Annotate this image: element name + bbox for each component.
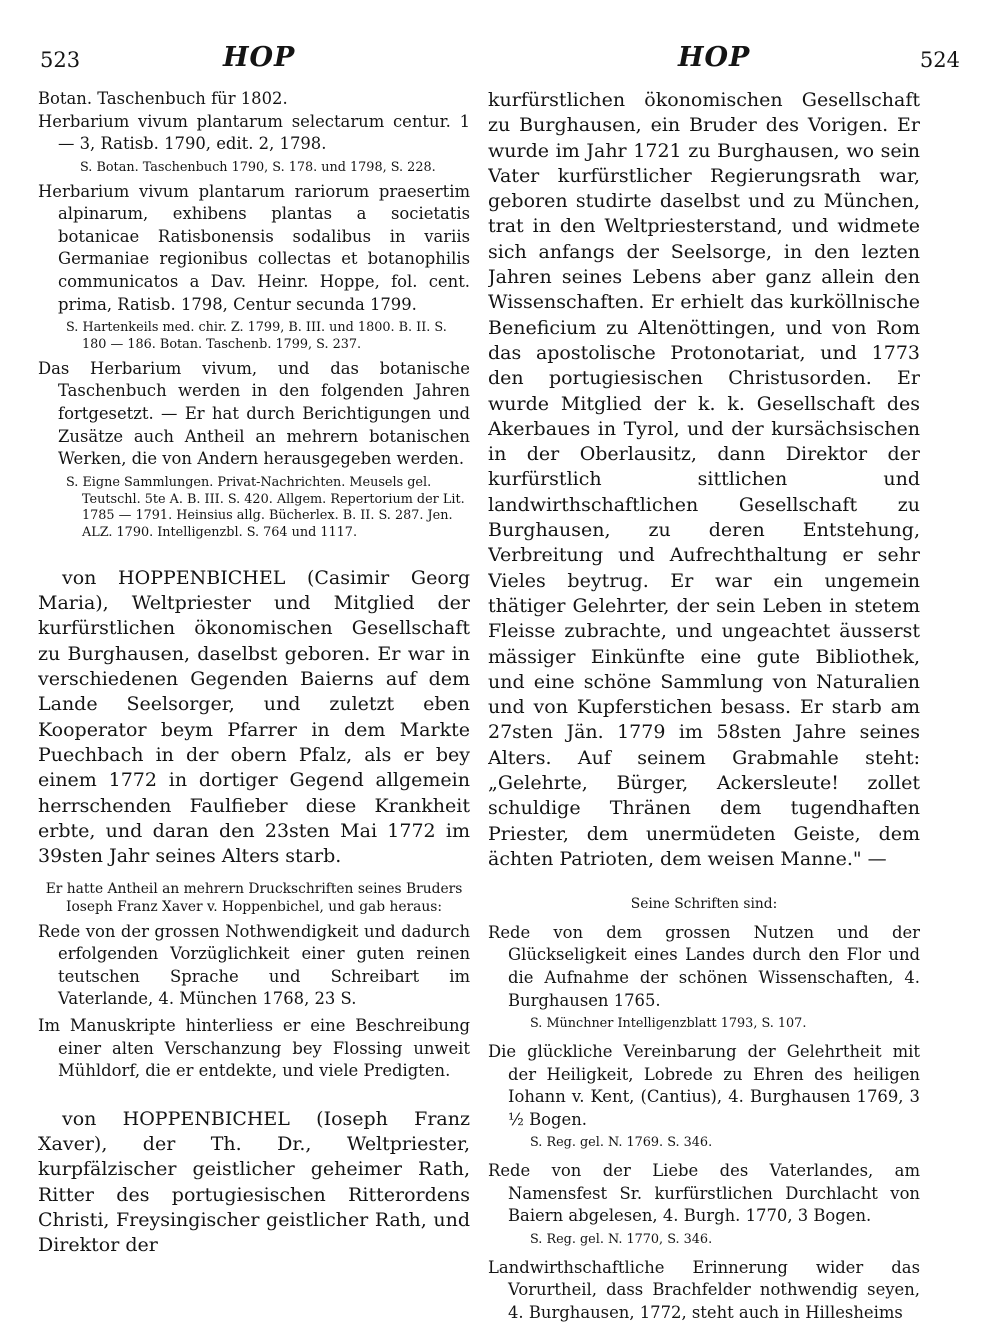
- bibliography-entry: Im Manuskripte hinterliess er eine Beschreibung einer alten Verschanzung bey Flossing unweit Mühldorf, die er entdekte, und viele Predigten.: [38, 1016, 470, 1081]
- reference-note: S. Reg. gel. N. 1770, S. 346.: [530, 1231, 713, 1247]
- right-running-head: HOP: [678, 42, 751, 73]
- bibliography-entry: Landwirthschaftliche Erinnerung wider das Vorurtheil, dass Brachfelder nothwendig seyen, 4. Burghausen, 1772, steht auch in Hillesheims: [488, 1257, 920, 1322]
- bibliography-entry: Herbarium vivum plantarum selectarum centur. 1 — 3, Ratisb. 1790, edit. 2, 1798.: [38, 111, 470, 154]
- biography-entry: von HOPPENBICHEL (Casimir Georg Maria), Weltpriester und Mitglied der kurfürstlichen ökonomischen Gesellschaft zu Burghausen, daselbst geboren. Er war in verschiedenen Gegenden Baierns auf dem Lande Seelsorger, und zuletzt eben Kooperator beym Pfarrer in dem Markte Puechbach in der obern Pfalz, als er bey einem 1772 in dortiger Gegend allgemein herrschenden Faulfieber diese Krankheit erbte, und daran den 23sten Mai 1772 im 39sten Jahr seines Alters starb.: [38, 566, 470, 868]
- right-column: [488, 88, 920, 1325]
- section-heading: Seine Schriften sind:: [630, 896, 778, 913]
- reference-note: S. Botan. Taschenbuch 1790, S. 178. und 1798, S. 228.: [80, 159, 436, 175]
- bibliography-entry: Die glückliche Vereinbarung der Gelehrtheit mit der Heiligkeit, Lobrede zu Ehren des heiligen Iohann v. Kent, (Cantius), 4. Burghausen 1769, 3 ½ Bogen.: [488, 1041, 920, 1129]
- reference-note: S. Reg. gel. N. 1769. S. 346.: [530, 1135, 713, 1151]
- entry-line: Botan. Taschenbuch für 1802.: [38, 89, 288, 108]
- bibliography-entry: Das Herbarium vivum, und das botanische Taschenbuch werden in den folgenden Jahren fortgesetzt. — Er hat durch Berichtigungen und Zusätze auch Antheil an mehrern botanischen Werken, die von Andern herausgegeben werden.: [38, 358, 470, 469]
- reference-note: S. Münchner Intelligenzblatt 1793, S. 107.: [530, 1016, 807, 1032]
- left-page-number: 523: [40, 48, 81, 72]
- biography-continuation: kurfürstlichen ökonomischen Gesellschaft zu Burghausen, ein Bruder des Vorigen. Er wurde im Jahr 1721 zu Burghausen, wo sein Vater kurfürstlicher Regierungsrath war, geboren studirte daselbst und zu München, trat in den Weltpriesterstand, und widmete sich anfangs der Seelsorge, in den lezten Jahren seines Lebens aber ganz allein den Wissenschaften. Er erhielt das kurköllnische Beneficium zu Altenöttingen, und von Rom das apostolische Protonotariat, und 1773 den portugiesischen Christusorden. Er wurde Mitglied der k. k. Gesellschaft des Akerbaues in Tyrol, und der kursächsischen in der Oberlausitz, dann Direktor der kurfürstlich sittlichen und landwirthschaftlichen Gesellschaft zu Burghausen, zu deren Entstehung, Verbreitung und Aufrechthaltung er sehr Vieles beytrug. Er war ein ungemein thätiger Gelehrter, der sein Leben in stetem Fleisse zubrachte, und ungeachtet äusserst mässiger Einkünfte eine gute Bibliothek, und eine schöne Sammlung von Naturalien und von Kupferstichen besass. Er starb am 27sten Jän. 1779 im 58sten Jahre seines Alters. Auf seinem Grabmahle steht: „Gelehrte, Bürger, Ackersleute! zollet schuldige Thränen dem tugendhaften Priester, dem unermüdeten Geiste, dem ächten Patrioten, dem weisen Manne." —: [488, 89, 920, 870]
- bibliography-entry: Herbarium vivum plantarum rariorum praesertim alpinarum, exhibens plantas a societatis botanicae Ratisbonensis sodalibus in variis Germaniae regionibus collectas et botanophilis communicatos a Dav. Heinr. Hoppe, fol. cent. prima, Ratisb. 1798, Centur secunda 1799.: [38, 181, 470, 314]
- page-header: [38, 40, 962, 80]
- biography-entry: von HOPPENBICHEL (Ioseph Franz Xaver), der Th. Dr., Weltpriester, kurpfälzischer geistlicher geheimer Rath, Ritter des portugiesischen Ritterordens Christi, Freysingischer geistlicher Rath, und Direktor der: [38, 1107, 470, 1257]
- bibliography-entry: Rede von dem grossen Nutzen und der Glückseligkeit eines Landes durch den Flor und die Aufnahme der schönen Wissenschaften, 4. Burghausen 1765.: [488, 922, 920, 1010]
- right-page-number: 524: [919, 48, 960, 72]
- bibliography-entry: Rede von der grossen Nothwendigkeit und dadurch erfolgenden Vorzüglichkeit einer guten reinen teutschen Sprache und Schreibart im Vaterlande, 4. München 1768, 23 S.: [38, 921, 470, 1009]
- section-note: Er hatte Antheil an mehrern Druckschriften seines Bruders Ioseph Franz Xaver v. Hoppenbichel, und gab heraus:: [45, 881, 463, 916]
- bibliography-entry: Rede von der Liebe des Vaterlandes, am Namensfest Sr. kurfürstlichen Durchlacht von Baiern abgelesen, 4. Burgh. 1770, 3 Bogen.: [488, 1161, 920, 1226]
- left-running-head: HOP: [223, 42, 296, 73]
- left-column: [38, 88, 470, 1259]
- reference-note: S. Eigne Sammlungen. Privat-Nachrichten. Meusels gel. Teutschl. 5te A. B. III. S. 420. Allgem. Repertorium der Lit. 1785 — 1791. Heinsius allg. Bücherlex. B. II. S. 287. Jen. ALZ. 1790. Intelligenzbl. S. 764 und 1117.: [66, 474, 465, 541]
- reference-note: S. Hartenkeils med. chir. Z. 1799, B. III. und 1800. B. II. S. 180 — 186. Botan. Taschenb. 1799, S. 237.: [66, 320, 447, 352]
